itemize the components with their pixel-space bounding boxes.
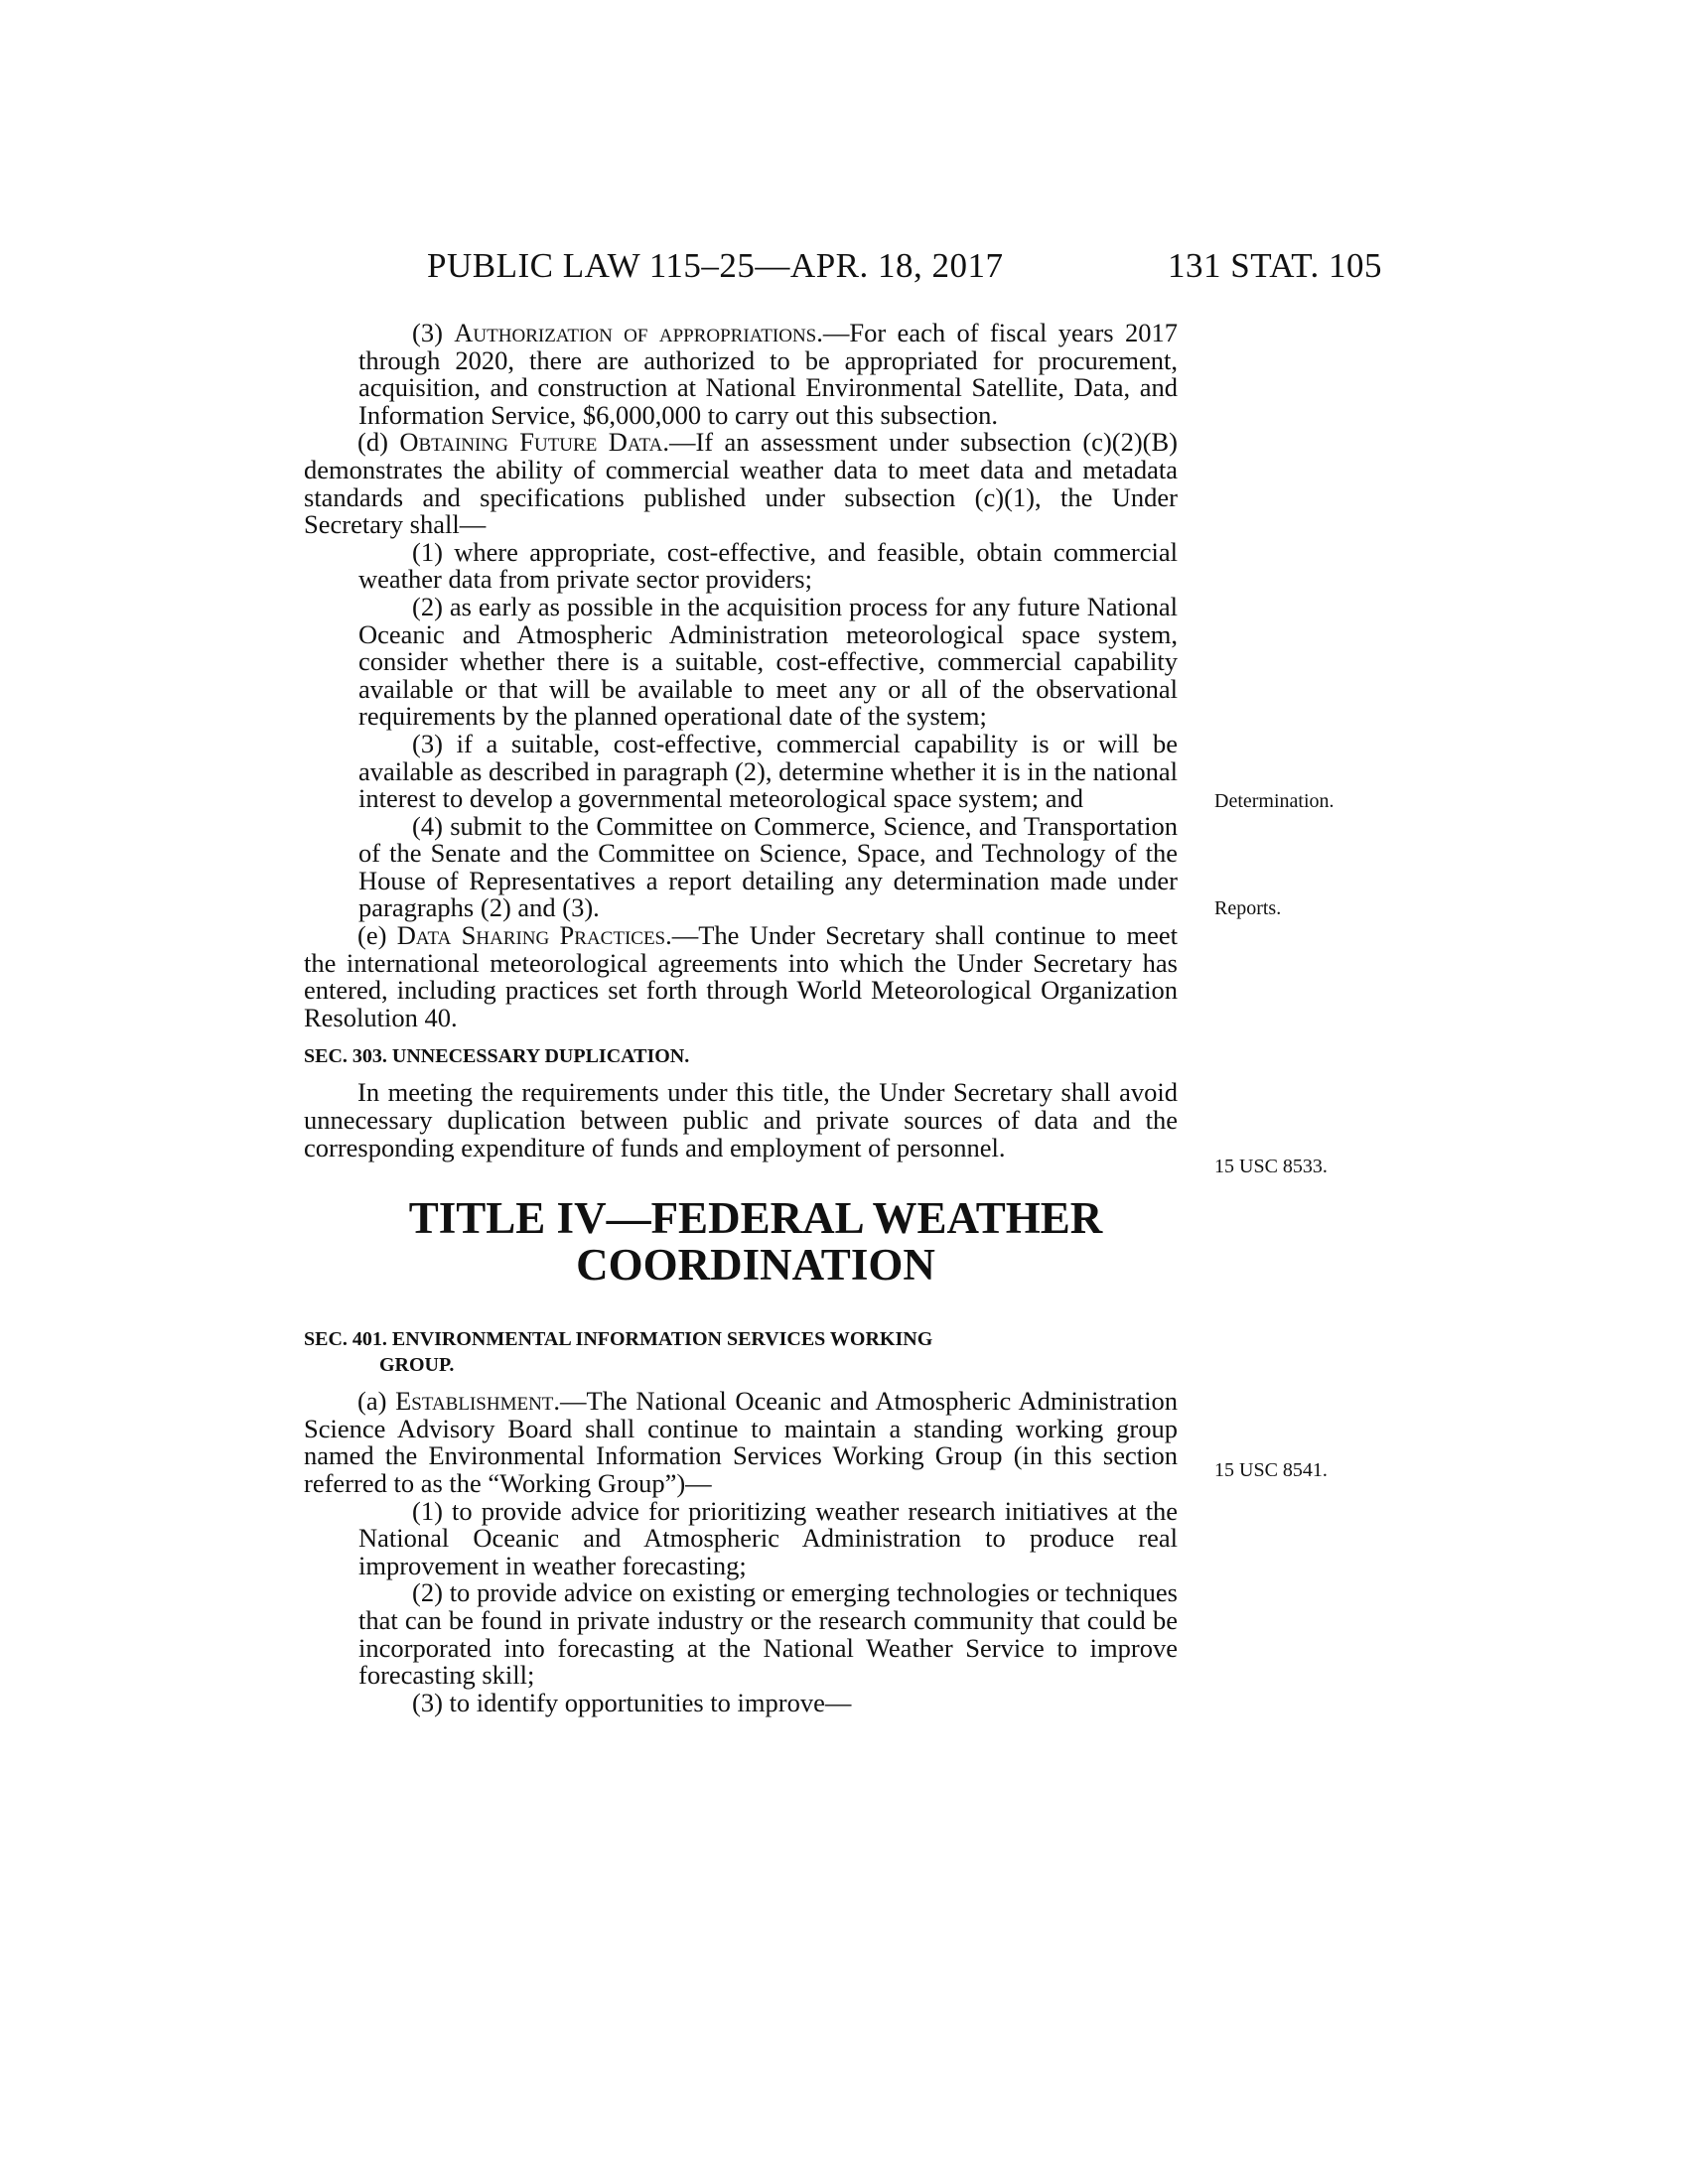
margin-note-usc-8541: 15 USC 8541. [1214,1459,1328,1481]
subsection-heading: Data Sharing Practices [396,920,666,951]
margin-note-usc-8533: 15 USC 8533. [1214,1156,1328,1177]
running-header-title: PUBLIC LAW 115–25—APR. 18, 2017 [427,246,1004,285]
subsection-heading: Establishment [395,1386,554,1417]
paragraph-c3: (3) Authorization of appropriations.—For each of fiscal years 2017 through 2020, there are authorized to be appropriated for procurement, acquisition, and construction at National Environmental Satellite, Data, and Information Service, $6,000,000 to carry out this subsection. [358,318,1178,430]
paragraph-d4: (4) submit to the Committee on Commerce, Science, and Transportation of the Senate and the Committee on Science, Space, and Technology of the House of Representatives a report detailing any determination made under paragraphs (2) and (3). [358,810,1178,923]
paragraph-heading: Authorization of appropriations [454,318,817,347]
paragraph-d1: (1) where appropriate, cost-effective, and feasible, obtain commercial weather data from private sector providers; [358,536,1178,595]
subsection-e: (e) Data Sharing Practices.—The Under Secretary shall continue to meet the international meteorological agreements into which the Under Secretary has entered, including practices set forth through World Meteorological Organization Resolution 40. [304,920,1178,1032]
margin-note-determination: Determination. [1214,790,1335,812]
margin-note-reports: Reports. [1214,897,1282,919]
paragraph-d2: (2) as early as possible in the acquisition process for any future National Oceanic and Atmospheric Administration meteorological space system, consider whether there is a suitable, cost-effective, commercial capability available or that will be available to meet any or all of the observational requirements by the planned operational date of the system; [358,591,1178,732]
title-iv-heading: TITLE IV—FEDERAL WEATHER COORDINATION [408,1193,1103,1291]
paragraph-a1: (1) to provide advice for prioritizing weather research initiatives at the National Oceanic and Atmospheric Administration to produce real improvement in weather forecasting; [358,1495,1178,1580]
running-header-page-citation: 131 STAT. 105 [1168,246,1382,285]
paragraph-d3: (3) if a suitable, cost-effective, commercial capability is or will be available as described in paragraph (2), determine whether it is in the national interest to develop a governmental meteorological space system; and [358,728,1178,814]
subsection-d: (d) Obtaining Future Data.—If an assessment under subsection (c)(2)(B) demonstrates the ability of commercial weather data to meet data and metadata standards and specifications published under subsection (c)(1), the Under Secretary shall— [304,427,1178,540]
section-401-heading-continued: GROUP. [379,1354,455,1377]
section-401-heading: SEC. 401. ENVIRONMENTAL INFORMATION SERVICES WORKING [304,1328,933,1351]
section-303-heading: SEC. 303. UNNECESSARY DUPLICATION. [304,1045,690,1068]
subsection-a: (a) Establishment.—The National Oceanic and Atmospheric Administration Science Advisory Board shall continue to maintain a standing working group named the Environmental Information Services Working Group (in this section referred to as the “Working Group”)— [304,1386,1178,1498]
body-text [304,320,1178,1716]
subsection-heading: Obtaining Future Data [399,427,663,458]
paragraph-a3: (3) to identify opportunities to improve— [412,1687,852,1717]
paragraph-a2: (2) to provide advice on existing or emerging technologies or techniques that can be found in private industry or the research community that could be incorporated into forecasting at the National Weather Service to improve forecasting skill; [358,1577,1178,1691]
section-303-text: In meeting the requirements under this title, the Under Secretary shall avoid unnecessary duplication between public and private sources of data and the corresponding expenditure of funds and employment of personnel. [304,1077,1178,1162]
